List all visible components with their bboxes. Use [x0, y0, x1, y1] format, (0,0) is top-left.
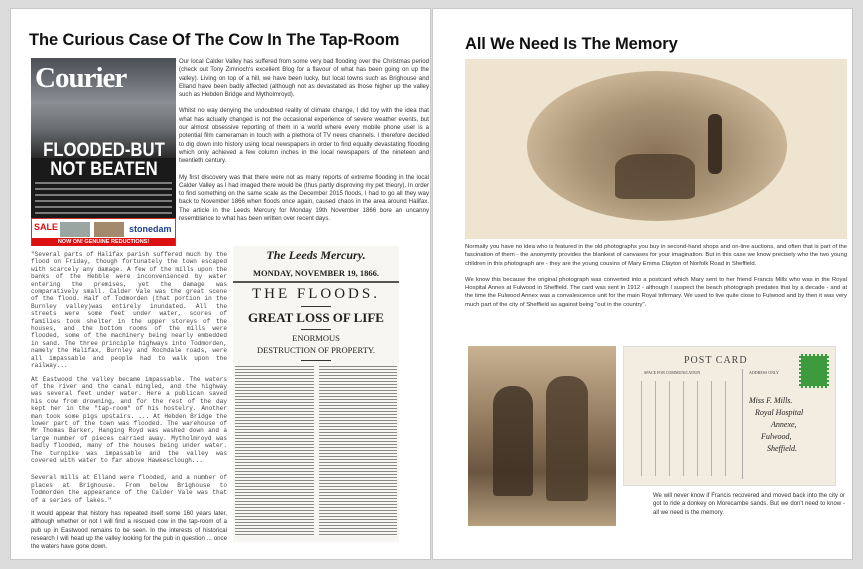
- left-lower-column: [31, 251, 227, 551]
- quote-paragraph: "Several parts of Halifax parish suffered much by the flood on Friday, though fortunately the town escaped with scarcely any damage. A few of the mills upon the banks of the Hebble were inconvenienced by water entering the premises, yet the damage was comparatively small. Calder Vale was the great scene of the flood. Half of Todmorden (that portion in the Burnley valley)was entirely inundated. All the streets were some feet under water, scores of families took shelter in the upper storeys of the houses, and the bottom rooms of the mills were flooded, some of the machinery being nearly embedded in sand. The three principle highways into Todmorden, namely the Halifax, Burnley and Rochdale roads, were all impassable and people had to walk upon the railway...: [31, 251, 227, 370]
- courier-masthead: Courier: [35, 62, 127, 94]
- paragraph: We know this because the original photograph was converted into a postcard which Mary sent to her friend Francis Mills who was in the Royal Hospital Annex at Fulwood in Sheffield. The card was sent in 1912 - although I suspect the beach photograph predates that by a decade - and at the time the Fulwood Annex was a convalescence unit for the main Royal Infirmary. We used to live quite close to Fulwood and by then it was very much part of the city of Sheffield as against being "out in the country".: [465, 276, 847, 308]
- clipping-deck: ENORMOUS: [292, 333, 340, 343]
- ad-sale: SALE: [34, 222, 59, 232]
- clipping-masthead: The Leeds Mercury.: [266, 248, 366, 262]
- postcard-image: [623, 346, 836, 486]
- ad-banner: NOW ON! GENUINE REDUCTIONS!: [32, 238, 175, 246]
- paragraph: My first discovery was that there were not as many reports of extreme flooding in the local Calder Valley as I had imaged there would be (thus partly disproving my pet theory). In order to find something on the same scale as the December 2015 floods, I had to go all they way back to November 1866 when floods once again, caused chaos in the area around Halifax. The article in the Leeds Mercury for Monday 19th November 1866 bore an uncanny resemblance to what has been written over recent days.: [179, 173, 429, 223]
- headline-line: NOT BEATEN: [50, 159, 158, 180]
- courier-headline: [34, 141, 174, 179]
- postcard-label: ADDRESS ONLY: [749, 370, 779, 375]
- quoted-article: [31, 251, 227, 504]
- paragraph: Our local Calder Valley has suffered from some very bad flooding over the Christmas period (check out Tony Zimnoch's excellent Blog for a flavour of what has been going on up the valley). Living on top of a hill, we have been lucky, but local towns such as Brighouse and Elland have been badly affected (although not as devastated as those higher up the valley such as Hebden Bridge and Mytholmroyd).: [179, 58, 429, 99]
- page-title: The Curious Case Of The Cow In The Tap-Room: [29, 31, 400, 49]
- clipping-headline: THE FLOODS.: [251, 286, 380, 302]
- handwritten-message: [632, 381, 732, 476]
- ad-brand: stonedam: [129, 224, 172, 234]
- closing-text: It would appear that history has repeated itself some 160 years later, although whether or not I will find a rescued cow in the tap-room of a pub up in Eastwood remains to be seen. In the interests of historical research I will head up the valley looking for the pub in question ... once the waters have gone down.: [31, 510, 227, 551]
- postcard-address: [749, 395, 803, 455]
- right-page: [432, 8, 853, 560]
- headline-line: FLOODED-BUT: [43, 140, 165, 161]
- address-line: Annexe,: [771, 420, 797, 429]
- children-photo: [468, 346, 616, 526]
- postcard-heading: POST CARD: [684, 355, 748, 366]
- postcard-label: SPACE FOR COMMUNICATION: [644, 370, 701, 375]
- left-page: [10, 8, 431, 560]
- closing-text: We will never know if Francis recovered and moved back into the city or got to ride a donkey on Morecambe sands. But we don't need to know - all we need is the memory.: [653, 493, 845, 516]
- story-text: [465, 243, 847, 317]
- clipping-subhead: GREAT LOSS OF LIFE: [248, 310, 384, 325]
- page-title: All We Need Is The Memory: [465, 35, 678, 53]
- leeds-mercury-clipping: [233, 246, 399, 542]
- address-line: Fulwood,: [761, 432, 792, 441]
- postage-stamp: [799, 354, 829, 388]
- paragraph: Normally you have no idea who is featured in the old photographs you buy in second-hand shops and on-line auctions, and often that is part of the fascination of them - the anonymity provides the blankest of canvases for your imagination. But in this case we know precisely who the two young children in this photograph are - they are the young cousins of Mary Emma Clayton of Norfolk Road in Sheffield.: [465, 244, 847, 267]
- paragraph: Whilst no way denying the undoubted reality of climate change, I did toy with the idea that what has actually changed is not the occasional experience of severe weather events, but our almost obsessive reporting of them in a world where every mobile phone user is a potential film cameraman in touch with a plethora of TV news channels. I therefore decided to dig down into history using local newspapers in order to find equally devastating flooding which only achieved a few column inches in the local newspapers of the nineteen and twentieth century.: [179, 107, 429, 165]
- clipping-deck: DESTRUCTION OF PROPERTY.: [256, 345, 376, 355]
- courier-front-page-image: [31, 58, 176, 246]
- intro-text: [179, 58, 429, 231]
- address-line: Royal Hospital: [755, 408, 804, 417]
- quote-paragraph: Several mills at Elland were flooded, and a number of places at Brighouse. From below Brighouse to Todmorden the appearance of the Calder Vale was that of a series of lakes.": [31, 474, 227, 504]
- sepia-beach-photo: [465, 59, 847, 239]
- address-line: Miss F. Mills.: [749, 396, 793, 405]
- address-line: Sheffield.: [767, 444, 797, 453]
- quote-paragraph: At Eastwood the valley became impassable. The waters of the river and the canal mingled, and the highway was several feet under water. Here a publican saved his cow from drowning, and for the rest of the day kept her in the "tap-room" of his hostelry. Another man took some pigs upstairs. ... At Hebden Bridge the lower part of the town was flooded. The warehouse of Mr Thomas Barker, Hanging Royd was washed down and a large number of pieces carried away. Mytholmroyd was badly flooded, many of the houses being under water. The turnpike was impassable and the valley was covered with water to far above Hawkesclough...: [31, 375, 227, 464]
- clipping-date: MONDAY, NOVEMBER 19, 1866.: [233, 268, 399, 283]
